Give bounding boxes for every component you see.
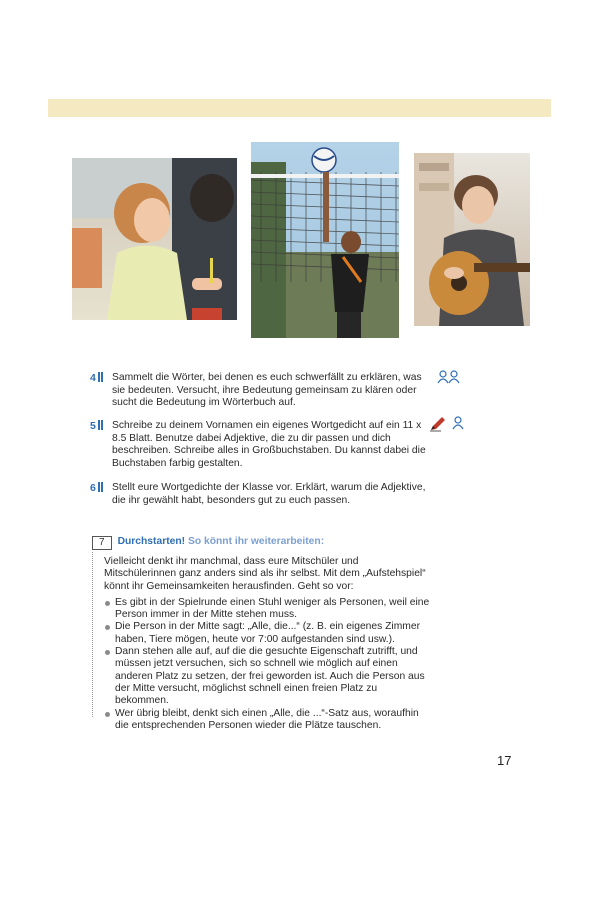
task-4 [90, 372, 436, 410]
photo-volleyball [251, 142, 399, 338]
task-text: Sammelt die Wörter, bei denen es euch schwerfällt zu erklären, was sie bedeuten. Versucht, ihre Bedeutung gemeinsam zu klären oder sucht die Bedeutung im Wörterbuch auf. [112, 372, 422, 408]
pair-work-icon [437, 370, 461, 384]
list-item: Wer übrig bleibt, denkt sich einen „Alle, die ...“-Satz aus, woraufhin die entsprechenden Personen wieder die Plätze tauschen. [104, 708, 433, 733]
section-body [92, 552, 433, 731]
header-band [48, 99, 551, 117]
pen-icon [429, 416, 447, 432]
task-number: 4 [90, 372, 100, 385]
section-intro: Vielleicht denkt ihr manchmal, dass eure Mitschüler und Mitschülerinnen ganz anders sind als ihr selbst. Mit dem „Aufstehspiel“ könnt ihr Gemeinsamkeiten herausfinden. Geht so vor: [104, 556, 426, 592]
list-item: Dann stehen alle auf, auf die die gesuchte Eigenschaft zutrifft, und müssen jetzt versuchen, sich so schnell wie möglich auf einen anderen Platz zu setzen, der frei geworden ist. Auch die Person aus der Mitte versucht, möglichst schnell einen freien Platz zu bekommen. [104, 646, 433, 707]
task-text: Stellt eure Wortgedichte der Klasse vor. Erklärt, warum die Adjektive, die ihr gewählt habt, besonders gut zu euch passen. [112, 482, 426, 506]
task-5 [90, 420, 436, 470]
section-title [118, 536, 325, 548]
task-number: 6 [90, 482, 100, 495]
task-number: 5 [90, 420, 100, 433]
section-7 [92, 536, 432, 731]
list-item: Die Person in der Mitte sagt: „Alle, die...“ (z. B. ein eigenes Zimmer haben, Tiere mögen, heute vor 7:00 aufgestanden sind usw.). [104, 621, 433, 646]
page-number: 17 [497, 753, 512, 768]
list-item: Es gibt in der Spielrunde einen Stuhl weniger als Personen, weil eine Person immer in der Mitte stehen muss. [104, 597, 433, 622]
photo-girl-painting [72, 158, 237, 320]
section-number: 7 [92, 536, 112, 550]
single-work-icon [452, 416, 464, 430]
section-title-rest: So könnt ihr weiterarbeiten: [187, 536, 325, 547]
task-text: Schreibe zu deinem Vornamen ein eigenes Wortgedicht auf ein 11 x 8.5 Blatt. Benutze dabei Adjektive, die zu dir passen und dich beschreiben. Schreibe alles in Großbuchstaben. Du kannst dabei die Buchstaben farbig gestalten. [112, 420, 426, 469]
photo-guitar-boy [414, 153, 530, 326]
section-title-bold: Durchstarten! [117, 536, 186, 547]
rules-list [93, 597, 433, 732]
task-6 [90, 482, 436, 507]
